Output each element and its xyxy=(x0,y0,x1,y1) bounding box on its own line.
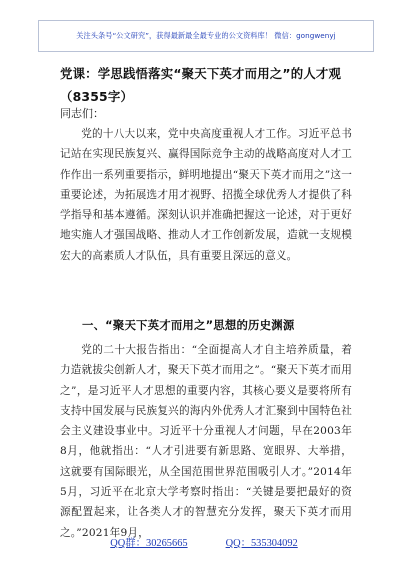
paragraph-body: 党的二十大报告指出：“全面提高人才自主培养质量，着力造就拔尖创新人才，聚天下英才而用之”。“聚天下英才而用之”，是习近平人才思想的重要内容，其核心要义是要将所有支持中国发展与民族复兴的海内外优秀人才汇聚到中国特色社会主义建设事业中。习近平十分重视人才问题，早在2003年8月，他就指出：“人才引进要有新思路、宽眼界、大举措，这就要有国际眼光，从全国范围世界范围吸引人才。”2014年5月，习近平在北京大学考察时指出：“关键是要把最好的资源配置起来，让各类人才的智慧充分发挥，聚天下英才而用之。”2021年9月， xyxy=(60,344,352,539)
document-title-block xyxy=(60,62,360,108)
document-title: 党课：学思践悟落实“聚天下英才而用之”的人才观 xyxy=(60,66,342,81)
header-notice: 关注头条号“公文研究”，获得最新最全最专业的公文资料库！ 微信：gongwenyj xyxy=(76,31,336,40)
header-banner xyxy=(38,20,374,52)
greeting: 同志们： xyxy=(60,107,104,120)
footer-qq[interactable]: QQ：535304092 xyxy=(225,538,298,549)
paragraph-intro: 党的十八大以来，党中央高度重视人才工作。习近平总书记站在实现民族复兴、赢得国际竞争主动的战略高度对人才工作作出一系列重要指示，鲜明地提出“聚天下英才而用之”这一重要论述，为拓展选才用才视野、招揽全球优秀人才提供了科学指导和基本遵循。深刻认识并准确把握这一论述，对于更好地实施人才强国战略、推动人才工作创新发展，造就一支规模宏大的高素质人才队伍，具有重要且深远的意义。 xyxy=(60,128,352,262)
section-heading: 一、“聚天下英才而用之”思想的历史渊源 xyxy=(82,318,295,332)
footer-contacts xyxy=(0,534,408,549)
word-count: （8355字） xyxy=(60,89,134,104)
footer-qq-group[interactable]: QQ群：30265665 xyxy=(110,538,188,549)
